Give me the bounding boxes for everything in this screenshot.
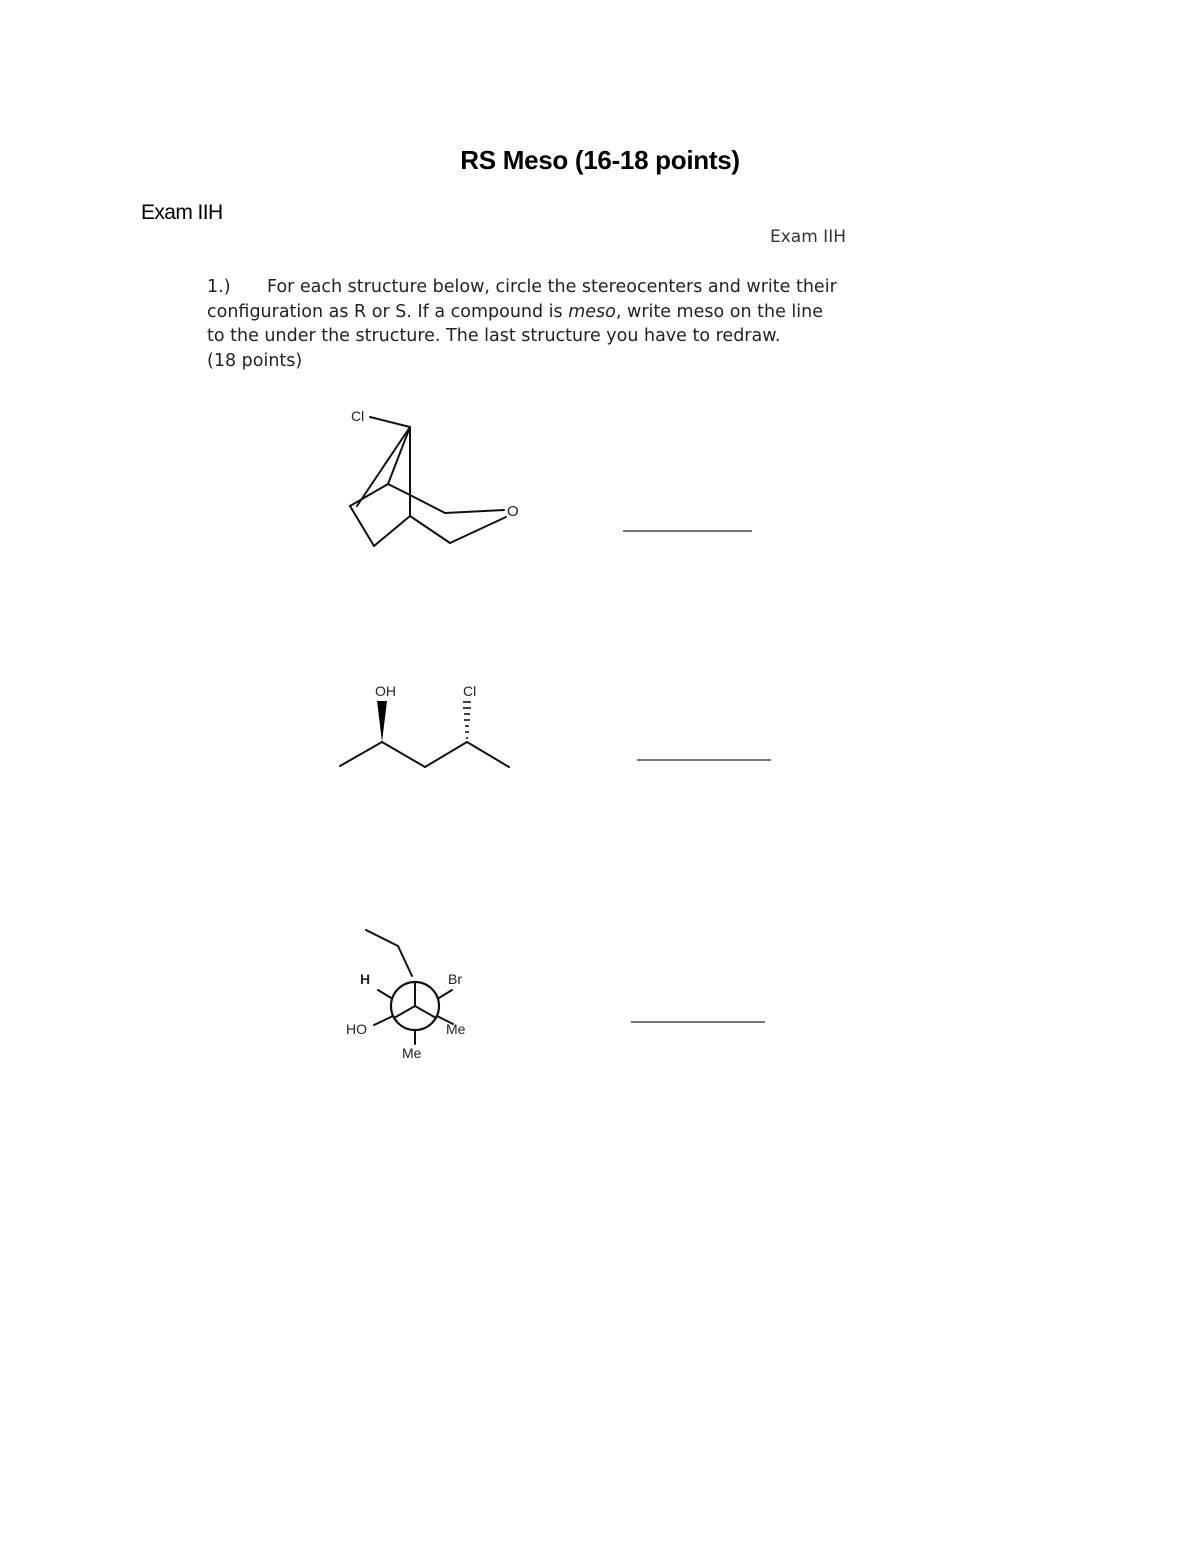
exam-label: Exam IIH [141, 201, 223, 224]
chain-structure [330, 676, 520, 776]
bond [366, 930, 398, 946]
bond [388, 484, 410, 495]
bromine-label: Br [448, 971, 462, 987]
answer-line-1[interactable] [623, 530, 752, 532]
hydroxyl-label: OH [375, 683, 396, 699]
bond [467, 742, 509, 767]
question-line-3: to the under the structure. The last structure you have to redraw. [207, 326, 781, 346]
hydrogen-label: H [360, 971, 371, 987]
hydroxyl-label: HO [346, 1021, 367, 1037]
bond [374, 516, 410, 546]
cropped-heading-text: Exam IIH [770, 227, 846, 247]
question-line-4: (18 points) [207, 350, 303, 371]
question-line-2 [207, 300, 927, 325]
bond [374, 1016, 393, 1025]
bond [370, 417, 410, 427]
bond [410, 495, 445, 513]
bicyclic-structure [330, 400, 540, 560]
bond [425, 742, 467, 767]
question-line-1-text: For each structure below, circle the stereocenters and write their [267, 277, 837, 297]
chlorine-label: Cl [351, 408, 365, 424]
bond [398, 946, 412, 976]
bond [445, 510, 504, 513]
wedge-bond [377, 701, 387, 742]
page-title: RS Meso (16-18 points) [460, 145, 740, 175]
bond [340, 742, 382, 766]
hashed-bond [463, 702, 471, 738]
newman-projection [340, 920, 490, 1070]
methyl-right-label: Me [446, 1021, 466, 1037]
cropped-heading [770, 227, 846, 247]
question-line-1 [207, 275, 927, 300]
answer-line-2[interactable] [637, 759, 771, 761]
question-number: 1.) [207, 277, 231, 297]
meso-emphasis: meso [568, 301, 616, 322]
question-line-2-before: configuration as R or S. If a compound is [207, 301, 569, 322]
oxygen-label: O [507, 503, 519, 520]
answer-line-3[interactable] [631, 1021, 765, 1023]
bond [350, 506, 374, 546]
methyl-bottom-label: Me [402, 1045, 422, 1061]
question-line-2-after: , write meso on the line [615, 301, 823, 322]
bond [410, 516, 450, 543]
bond [450, 517, 506, 543]
bond [382, 742, 425, 767]
bond [357, 427, 410, 506]
question-text [207, 275, 927, 373]
chlorine-label: Cl [463, 683, 477, 699]
